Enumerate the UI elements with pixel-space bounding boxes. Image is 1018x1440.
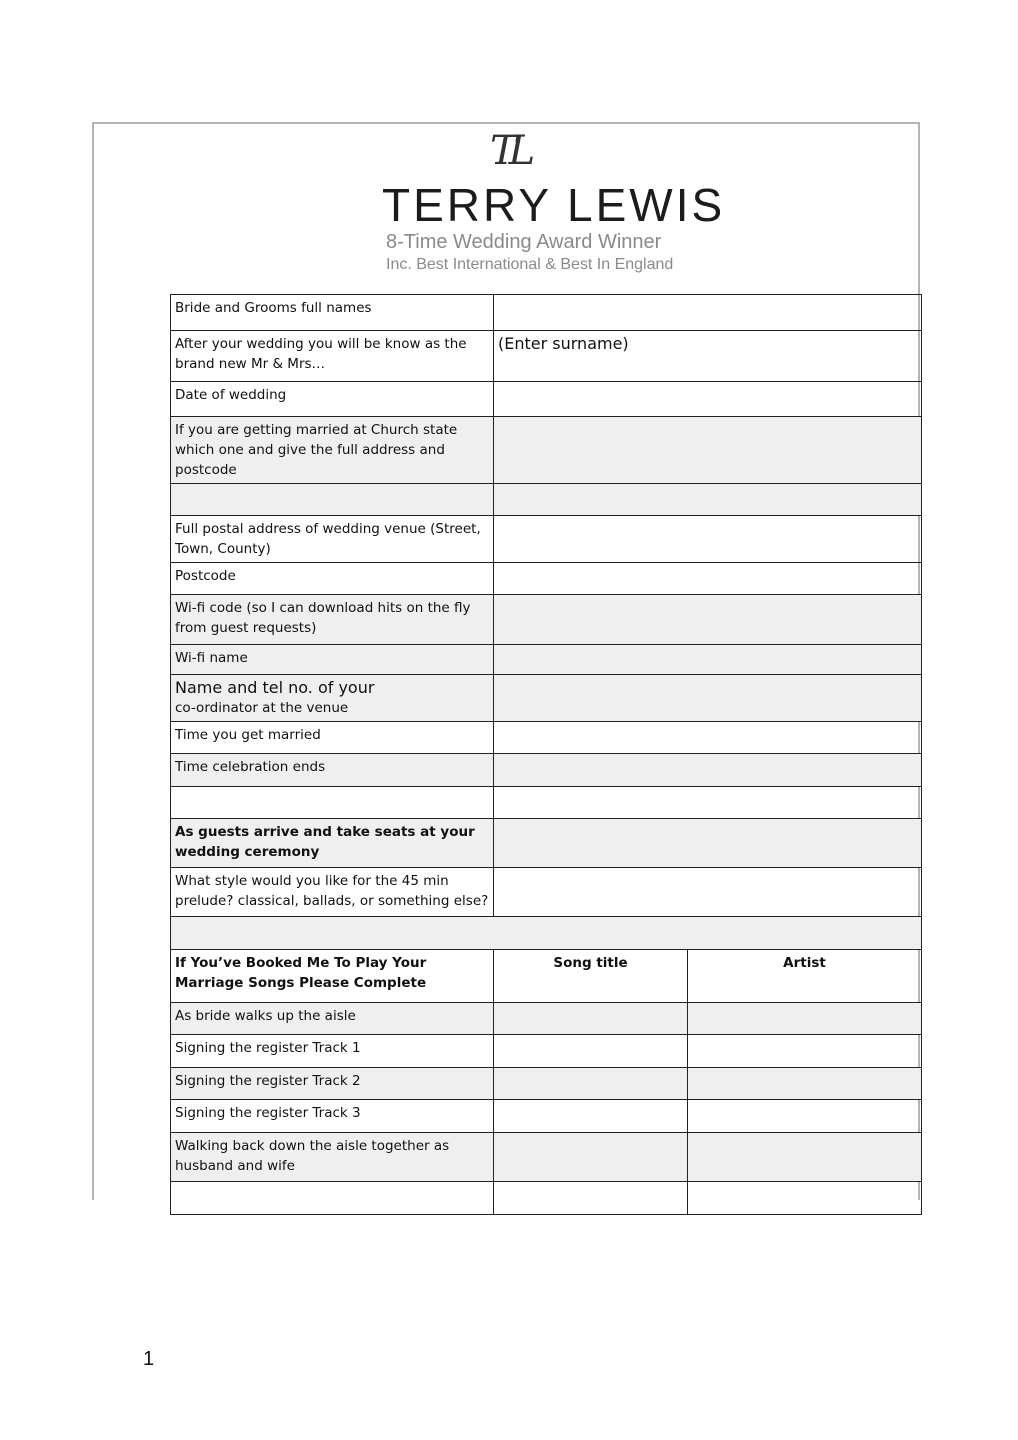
field-value[interactable] — [494, 868, 922, 917]
table-row — [171, 645, 922, 675]
field-label: Postcode — [171, 563, 494, 595]
table-row — [171, 722, 922, 754]
field-label: Date of wedding — [171, 382, 494, 417]
field-value[interactable] — [494, 516, 922, 563]
table-row — [171, 516, 922, 563]
artist-field[interactable] — [688, 1182, 922, 1215]
label-line: Name and tel no. of your — [175, 678, 375, 697]
table-row — [171, 295, 922, 331]
field-value[interactable] — [494, 787, 922, 819]
field-value[interactable] — [494, 645, 922, 675]
table-row — [171, 563, 922, 595]
table-row — [171, 1100, 922, 1133]
artist-field[interactable] — [688, 1003, 922, 1035]
table-row — [171, 868, 922, 917]
songs-header-row — [171, 950, 922, 1003]
award-subtitle: Inc. Best International & Best In England — [386, 256, 674, 273]
spacer-row — [171, 917, 922, 950]
field-label: Wi-fi name — [171, 645, 494, 675]
table-row — [171, 595, 922, 645]
field-label: Bride and Grooms full names — [171, 295, 494, 331]
field-label: After your wedding you will be know as the brand new Mr & Mrs… — [171, 331, 494, 382]
table-row — [171, 787, 922, 819]
song-title-field[interactable] — [494, 1182, 688, 1215]
field-value[interactable] — [494, 595, 922, 645]
field-value[interactable] — [494, 675, 922, 722]
field-label: Wi-fi code (so I can download hits on the fly from guest requests) — [171, 595, 494, 645]
field-value[interactable] — [494, 295, 922, 331]
artist-field[interactable] — [688, 1133, 922, 1182]
field-label: Full postal address of wedding venue (Street, Town, County) — [171, 516, 494, 563]
table-row — [171, 331, 922, 382]
table-row — [171, 417, 922, 484]
field-value[interactable] — [494, 563, 922, 595]
song-title-field[interactable] — [494, 1035, 688, 1068]
table-row — [171, 1035, 922, 1068]
wedding-form — [170, 294, 922, 1215]
field-label — [171, 675, 494, 722]
section-label: As guests arrive and take seats at your wedding ceremony — [171, 819, 494, 868]
song-label: Signing the register Track 3 — [171, 1100, 494, 1133]
field-label: Time celebration ends — [171, 754, 494, 787]
table-row — [171, 1182, 922, 1215]
field-label — [171, 484, 494, 516]
field-value[interactable] — [494, 382, 922, 417]
song-label: Signing the register Track 1 — [171, 1035, 494, 1068]
field-label — [171, 787, 494, 819]
page-number: 1 — [143, 1348, 155, 1370]
table-row — [171, 1003, 922, 1035]
table-row — [171, 1133, 922, 1182]
field-value[interactable] — [494, 722, 922, 754]
table-row — [171, 484, 922, 516]
artist-field[interactable] — [688, 1068, 922, 1100]
surname-field[interactable]: (Enter surname) — [494, 331, 922, 382]
song-title-header: Song title — [494, 950, 688, 1003]
monogram-logo: TL — [490, 128, 528, 174]
table-row — [171, 382, 922, 417]
field-value[interactable] — [494, 417, 922, 484]
field-value[interactable] — [494, 754, 922, 787]
table-row — [171, 675, 922, 722]
songs-section-label: If You’ve Booked Me To Play Your Marriage Songs Please Complete — [171, 950, 494, 1003]
artist-header: Artist — [688, 950, 922, 1003]
song-title-field[interactable] — [494, 1003, 688, 1035]
song-title-field[interactable] — [494, 1068, 688, 1100]
label-line: co-ordinator at the venue — [175, 700, 349, 716]
song-title-field[interactable] — [494, 1133, 688, 1182]
field-label: What style would you like for the 45 min prelude? classical, ballads, or something else? — [171, 868, 494, 917]
field-value[interactable] — [494, 819, 922, 868]
table-row — [171, 1068, 922, 1100]
song-title-field[interactable] — [494, 1100, 688, 1133]
brand-title: TERRY LEWIS — [382, 179, 726, 231]
field-label: Time you get married — [171, 722, 494, 754]
award-title: 8-Time Wedding Award Winner — [386, 231, 662, 253]
song-label: As bride walks up the aisle — [171, 1003, 494, 1035]
table-row — [171, 819, 922, 868]
artist-field[interactable] — [688, 1035, 922, 1068]
song-label: Walking back down the aisle together as husband and wife — [171, 1133, 494, 1182]
table-row — [171, 917, 922, 950]
song-label: Signing the register Track 2 — [171, 1068, 494, 1100]
table-row — [171, 754, 922, 787]
field-value[interactable] — [494, 484, 922, 516]
field-label: If you are getting married at Church state which one and give the full address and postcode — [171, 417, 494, 484]
artist-field[interactable] — [688, 1100, 922, 1133]
song-label — [171, 1182, 494, 1215]
